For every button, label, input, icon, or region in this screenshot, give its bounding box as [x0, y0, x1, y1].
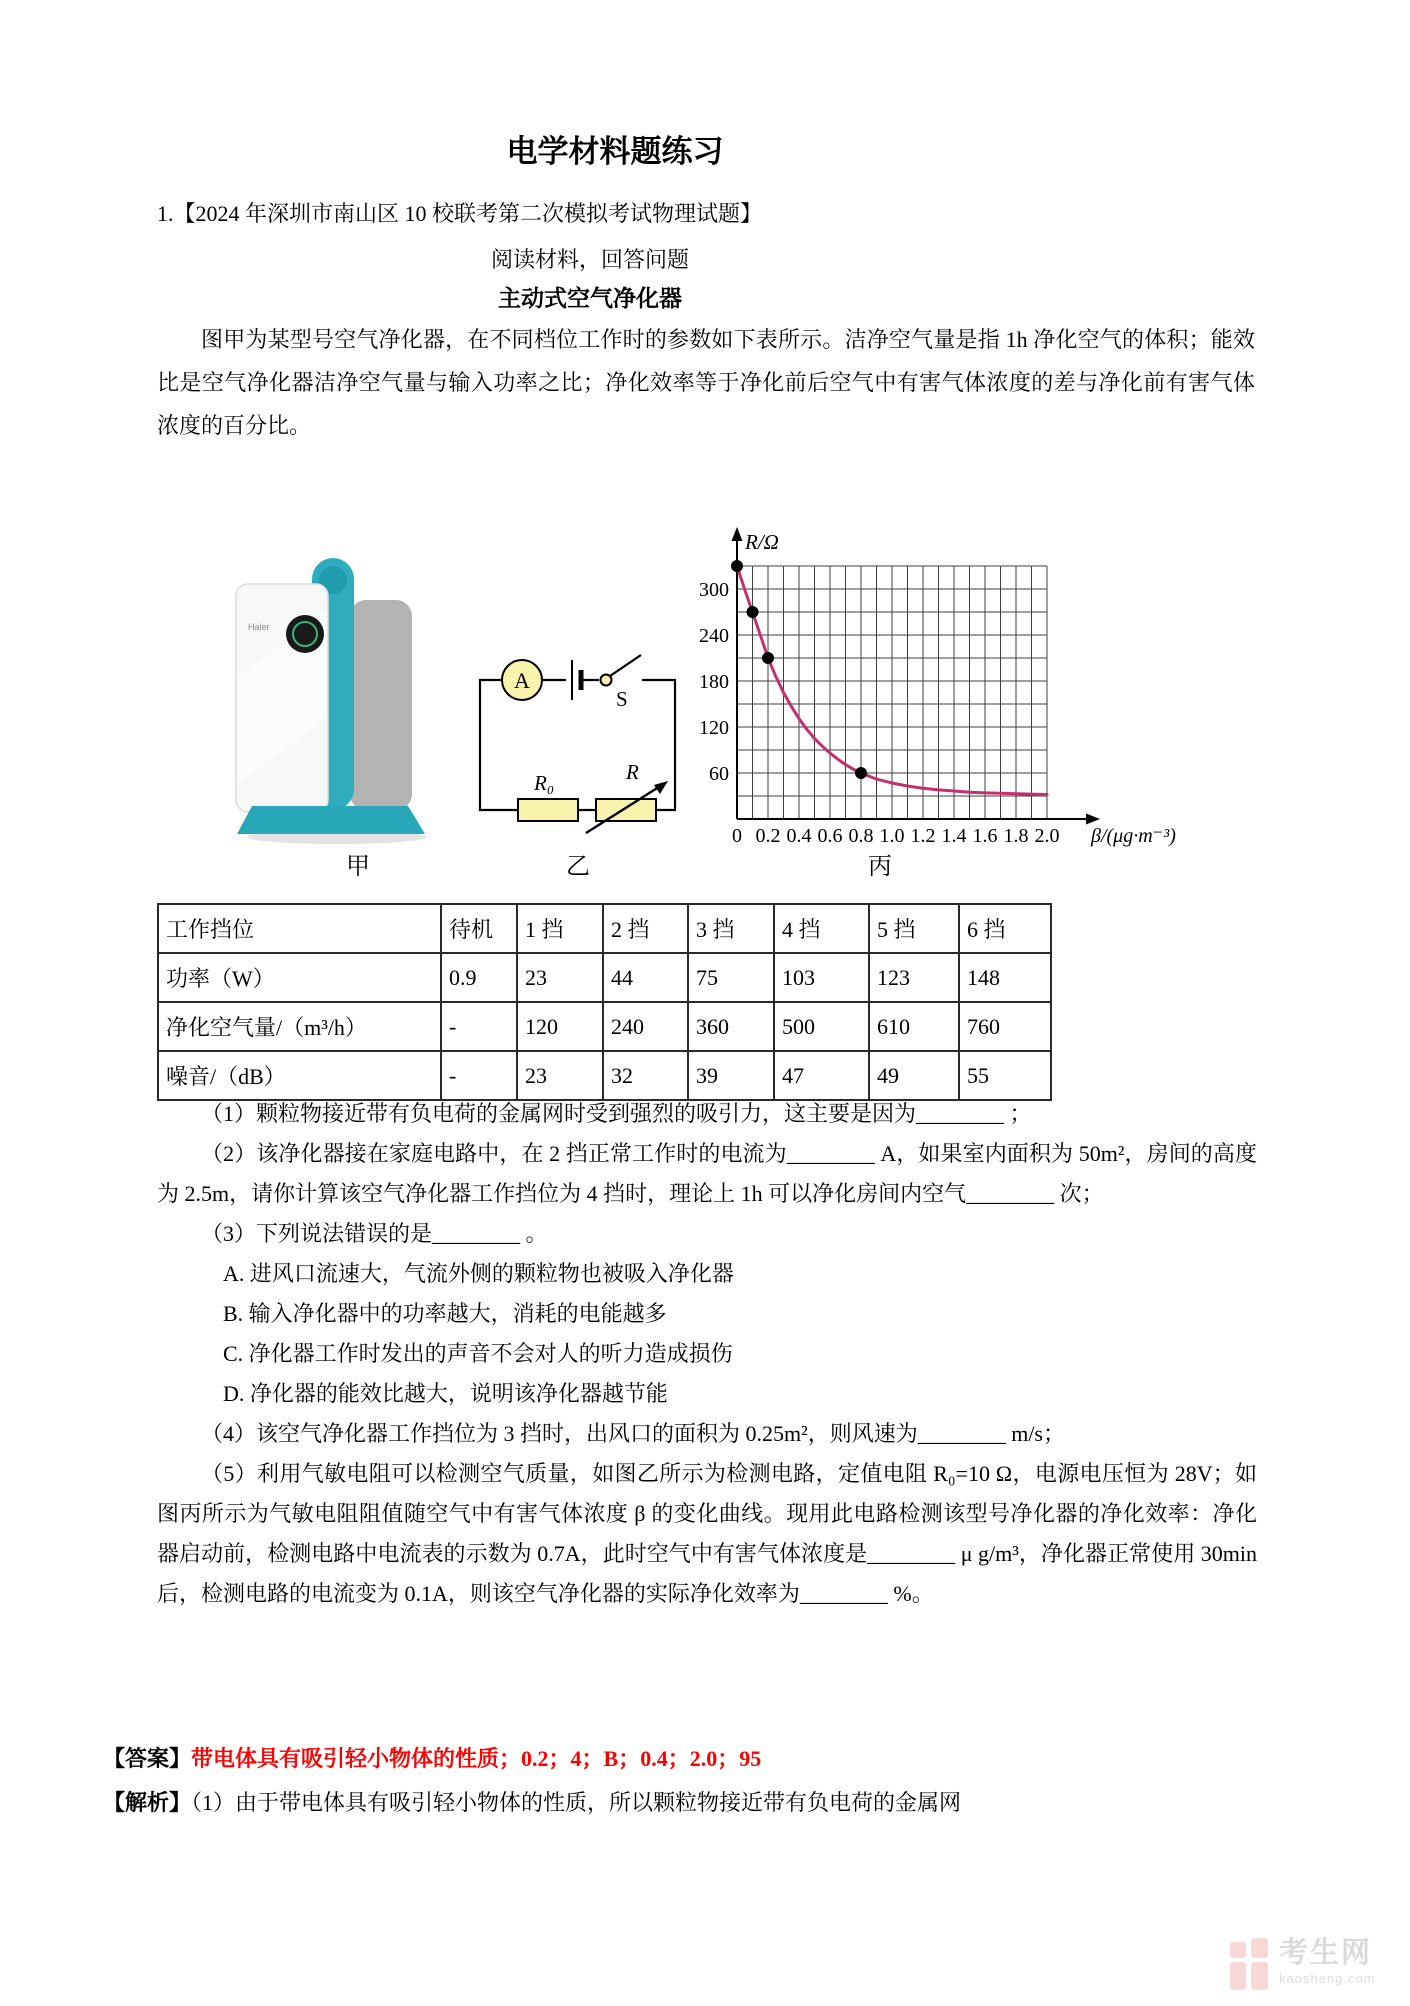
table-cell: 75 — [688, 953, 774, 1002]
question-1: （1）颗粒物接近带有负电荷的金属网时受到强烈的吸引力，这主要是因为________ ； — [201, 1101, 1032, 1126]
analysis-line — [103, 1786, 1343, 1817]
table-header-cell: 6 挡 — [959, 904, 1051, 953]
table-row — [158, 1002, 1051, 1051]
watermark-domain: kaosheng.com — [1279, 1971, 1376, 1987]
kaosheng-logo-icon — [1230, 1938, 1270, 1990]
material-instruction: 阅读材料，回答问题 — [490, 247, 689, 272]
table-cell: 120 — [517, 1002, 603, 1051]
question-5: （5）利用气敏电阻可以检测空气质量，如图乙所示为检测电路，定值电阻 R₀=10 Ω，电源电压恒为 28V；如图丙所示为气敏电阻阻值随空气中有害气体浓度 β 的变化曲线。现用此电路检测该型号净化器的净化效率：净化器启动前，检测电路中电流表的示数为 0.7A，此时空气中有害气体浓度是________ μ g/m³，净化器正常使用 30min 后，检测电路的电流变为 0.1A，则该空气净化器的实际净化效率为________ %。 — [157, 1461, 1257, 1606]
watermark-text — [1279, 1938, 1376, 1986]
gas-resistor-icon — [596, 799, 656, 821]
purifier-back-panel — [350, 600, 412, 810]
table-cell: 39 — [688, 1051, 774, 1100]
x-axis-arrow — [1086, 814, 1100, 825]
chart-x-axis-label: β/(μg·m⁻³) — [1091, 825, 1176, 847]
table-cell: 148 — [959, 953, 1051, 1002]
x-tick-label: 1.6 — [972, 825, 998, 847]
table-cell: 760 — [959, 1002, 1051, 1051]
switch-blade — [610, 655, 641, 676]
figure-label-jia: 甲 — [346, 854, 370, 880]
question-3: （3）下列说法错误的是________ 。 — [201, 1221, 548, 1246]
x-tick-label: 1.4 — [941, 825, 967, 847]
y-tick-label: 120 — [699, 717, 729, 739]
answer-text: 带电体具有吸引轻小物体的性质；0.2；4；B；0.4；2.0；95 — [191, 1746, 762, 1771]
table-cell: 240 — [603, 1002, 688, 1051]
problem-source: 1.【2024 年深圳市南山区 10 校联考第二次模拟考试物理试题】 — [157, 201, 763, 226]
figure-label-bing: 丙 — [868, 854, 892, 880]
page-title: 电学材料题练习 — [506, 134, 724, 169]
table-cell: - — [441, 1002, 517, 1051]
question-3-option-d: D. 净化器的能效比越大，说明该净化器越节能 — [223, 1381, 668, 1406]
y-tick-label: 180 — [699, 671, 729, 693]
table-cell: 360 — [688, 1002, 774, 1051]
material-paragraph: 图甲为某型号空气净化器，在不同档位工作时的参数如下表所示。洁净空气量是指 1h 净化空气的体积；能效比是空气净化器洁净空气量与输入功率之比；净化效率等于净化前后空气中有害气体浓度的差与净化前有害气体浓度的百分比。 — [157, 327, 1255, 438]
y-tick-label: 300 — [699, 579, 729, 601]
x-tick-label: 1.0 — [879, 825, 905, 847]
data-point — [855, 767, 867, 779]
y-tick-label: 240 — [699, 625, 729, 647]
air-purifier-image — [232, 548, 444, 848]
table-cell: 32 — [603, 1051, 688, 1100]
table-cell: 23 — [517, 1051, 603, 1100]
table-cell: 0.9 — [441, 953, 517, 1002]
site-watermark — [1230, 1938, 1376, 1990]
watermark-site-name: 考生网 — [1279, 1937, 1373, 1969]
x-tick-label: 0.4 — [786, 825, 812, 847]
purifier-brand-label: Haier — [248, 622, 270, 632]
table-cell: 噪音/（dB） — [158, 1051, 441, 1100]
table-row — [158, 1051, 1051, 1100]
question-4: （4）该空气净化器工作挡位为 3 挡时，出风口的面积为 0.25m²，则风速为________ m/s； — [201, 1421, 1065, 1446]
table-cell: 47 — [774, 1051, 869, 1100]
table-cell: - — [441, 1051, 517, 1100]
table-header-cell: 1 挡 — [517, 904, 603, 953]
question-3-option-a: A. 进风口流速大，气流外侧的颗粒物也被吸入净化器 — [223, 1261, 734, 1286]
table-row — [158, 904, 1051, 953]
switch-label: S — [616, 687, 628, 711]
answer-line — [103, 1742, 1343, 1773]
table-header-cell: 2 挡 — [603, 904, 688, 953]
table-cell: 23 — [517, 953, 603, 1002]
fixed-resistor-icon — [518, 799, 578, 821]
y-tick-label: 60 — [709, 763, 729, 785]
circuit-wire-left — [480, 680, 518, 810]
x-tick-label: 0 — [732, 825, 742, 847]
gas-resistance-chart — [687, 522, 1197, 857]
fixed-resistor-label: R₀ — [534, 771, 555, 795]
spec-table — [157, 903, 1052, 1101]
table-row — [158, 953, 1051, 1002]
x-tick-label: 0.2 — [755, 825, 781, 847]
question-2: （2）该净化器接在家庭电路中，在 2 挡正常工作时的电流为________ A，如果室内面积为 50m²，房间的高度为 2.5m，请你计算该空气净化器工作挡位为 4 挡时，理论上 1h 可以净化房间内空气________ 次； — [157, 1141, 1257, 1206]
table-cell: 500 — [774, 1002, 869, 1051]
table-header-cell: 3 挡 — [688, 904, 774, 953]
x-tick-label: 2.0 — [1034, 825, 1060, 847]
analysis-tag: 【解析】 — [103, 1790, 192, 1815]
chart-y-axis-label: R/Ω — [745, 530, 779, 554]
data-point — [747, 606, 759, 618]
table-cell: 净化空气量/（m³/h） — [158, 1002, 441, 1051]
table-cell: 49 — [869, 1051, 959, 1100]
figure-label-yi: 乙 — [566, 854, 590, 880]
table-cell: 103 — [774, 953, 869, 1002]
answer-tag: 【答案】 — [103, 1746, 192, 1771]
questions-block — [157, 1094, 1257, 1614]
table-cell: 44 — [603, 953, 688, 1002]
table-cell: 610 — [869, 1002, 959, 1051]
x-tick-label: 0.6 — [817, 825, 843, 847]
question-3-option-b: B. 输入净化器中的功率越大，消耗的电能越多 — [223, 1301, 667, 1326]
table-header-cell: 工作挡位 — [158, 904, 441, 953]
data-point — [762, 652, 774, 664]
analysis-text: （1）由于带电体具有吸引轻小物体的性质，所以颗粒物接近带有负电荷的金属网 — [191, 1790, 962, 1815]
x-tick-label: 1.2 — [910, 825, 936, 847]
question-3-option-c: C. 净化器工作时发出的声音不会对人的听力造成损伤 — [223, 1341, 733, 1366]
purifier-display — [286, 615, 324, 653]
gas-resistor-label: R — [626, 760, 639, 784]
material-title: 主动式空气净化器 — [498, 286, 682, 311]
table-header-cell: 待机 — [441, 904, 517, 953]
data-point — [731, 560, 743, 572]
table-cell: 123 — [869, 953, 959, 1002]
table-header-cell: 4 挡 — [774, 904, 869, 953]
gas-resistor-arrow-head — [654, 781, 668, 794]
y-axis-arrow — [732, 527, 743, 541]
ammeter-label: A — [514, 668, 530, 693]
spec-table-body — [158, 904, 1051, 1100]
table-cell: 55 — [959, 1051, 1051, 1100]
x-tick-label: 1.8 — [1003, 825, 1029, 847]
table-header-cell: 5 挡 — [869, 904, 959, 953]
switch-pivot — [601, 675, 612, 686]
purifier-base — [237, 806, 425, 834]
x-tick-label: 0.8 — [848, 825, 874, 847]
table-cell: 功率（W） — [158, 953, 441, 1002]
detection-circuit-diagram — [470, 642, 690, 837]
